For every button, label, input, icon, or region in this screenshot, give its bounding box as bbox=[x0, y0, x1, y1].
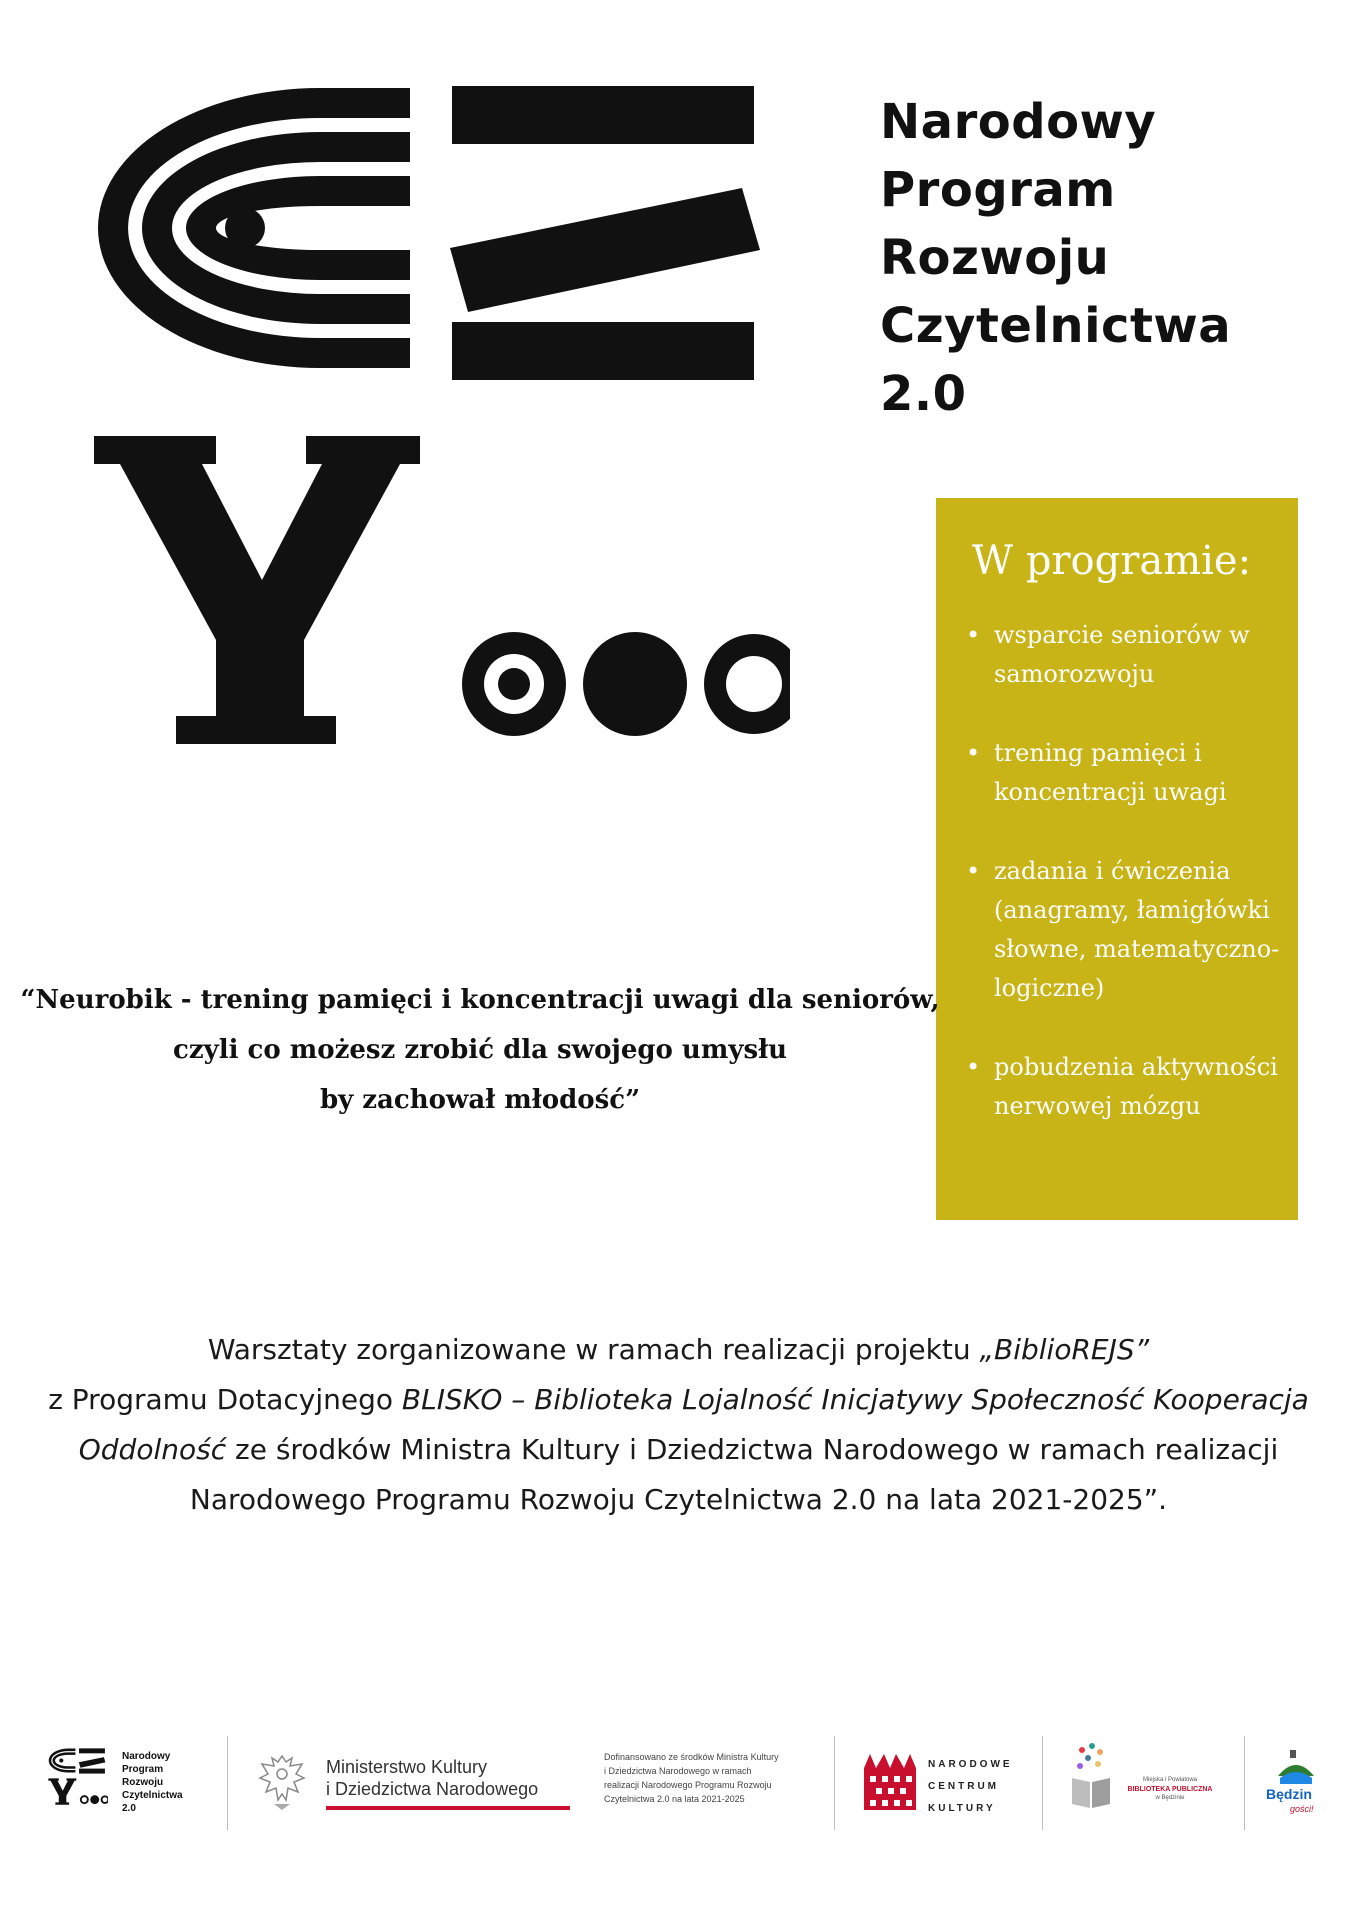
info-list-item: • pobudzenia aktywności nerwowej mózgu bbox=[962, 1048, 1280, 1126]
ministry-red-bar bbox=[326, 1806, 570, 1810]
divider bbox=[1244, 1736, 1245, 1830]
project-text: Warsztaty zorganizowane w ramach realizacji projektu bbox=[207, 1333, 980, 1366]
workshop-title-quote bbox=[0, 975, 960, 1125]
project-text: ze środków Ministra Kultury i Dziedzictwa Narodowego w ramach realizacji bbox=[226, 1433, 1279, 1466]
quote-line: czyli co możesz zrobić dla swojego umysłu bbox=[173, 1035, 787, 1065]
funding-note bbox=[604, 1750, 779, 1806]
ministry-name-line: i Dziedzictwa Narodowego bbox=[326, 1779, 539, 1799]
info-list-item: • zadania i ćwiczenia (anagramy, łamigłówki słowne, matematyczno-logiczne) bbox=[962, 852, 1280, 1008]
quote-line: “Neurobik - trening pamięci i koncentracji uwagi dla seniorów, bbox=[20, 985, 940, 1015]
funding-note-line: realizacji Narodowego Programu Rozwoju bbox=[604, 1780, 772, 1790]
footer-text-line: Rozwoju bbox=[122, 1777, 164, 1788]
nck-text-line: KULTURY bbox=[928, 1803, 996, 1814]
funding-note-line: Dofinansowano ze środków Ministra Kultury bbox=[604, 1752, 779, 1762]
footer-text-line: Program bbox=[122, 1764, 164, 1775]
library-name-line: Miejska i Powiatowa bbox=[1142, 1777, 1198, 1783]
program-title-line: Program bbox=[880, 162, 1116, 218]
library-name-line: w Będzinie bbox=[1155, 1795, 1185, 1801]
nck-logo-mark bbox=[864, 1754, 916, 1810]
info-list-item: • trening pamięci i koncentracji uwagi bbox=[962, 734, 1280, 812]
program-name: BLISKO – Biblioteka Lojalność Inicjatywy Społeczność Kooperacja bbox=[401, 1383, 1309, 1416]
info-list bbox=[962, 616, 1280, 1126]
project-description bbox=[30, 1325, 1327, 1525]
library-book-icon bbox=[1070, 1742, 1112, 1812]
bedzin-tagline: gości! bbox=[1290, 1804, 1314, 1814]
sponsor-logos-footer bbox=[0, 1728, 1357, 1838]
footer-text-line: Narodowy bbox=[122, 1751, 171, 1762]
info-list-item: • wsparcie seniorów w samorozwoju bbox=[962, 616, 1280, 694]
library-name-line: BIBLIOTEKA PUBLICZNA bbox=[1127, 1786, 1213, 1793]
nprc-logo-small bbox=[48, 1746, 108, 1808]
footer-text-line: Czytelnictwa bbox=[122, 1790, 183, 1801]
info-box-heading: W programie: bbox=[972, 538, 1252, 584]
program-name: Oddolność bbox=[78, 1433, 227, 1466]
nck-text bbox=[928, 1754, 1013, 1820]
project-name: „BiblioREJS” bbox=[979, 1333, 1150, 1366]
ministry-name bbox=[326, 1756, 538, 1800]
nprc-footer-text bbox=[122, 1750, 183, 1815]
divider bbox=[1042, 1736, 1043, 1830]
bedzin-name: Będzin bbox=[1266, 1786, 1312, 1802]
divider bbox=[834, 1736, 835, 1830]
project-text: z Programu Dotacyjnego bbox=[48, 1383, 402, 1416]
nprc-logo-large bbox=[90, 80, 790, 760]
ministry-name-line: Ministerstwo Kultury bbox=[326, 1757, 488, 1777]
library-name bbox=[1110, 1776, 1230, 1803]
nck-text-line: CENTRUM bbox=[928, 1781, 999, 1792]
program-info-box bbox=[936, 498, 1298, 1220]
polish-eagle-emblem bbox=[258, 1750, 306, 1812]
bedzin-castle-icon bbox=[1276, 1750, 1316, 1784]
footer-text-line: 2.0 bbox=[122, 1803, 136, 1814]
funding-note-line: i Dziedzictwa Narodowego w ramach bbox=[604, 1766, 752, 1776]
funding-note-line: Czytelnictwa 2.0 na lata 2021-2025 bbox=[604, 1794, 745, 1804]
program-title-line: Narodowy bbox=[880, 94, 1157, 150]
nck-text-line: NARODOWE bbox=[928, 1759, 1013, 1770]
program-title-line: Rozwoju bbox=[880, 230, 1110, 286]
program-title-line: Czytelnictwa bbox=[880, 298, 1232, 354]
program-title-line: 2.0 bbox=[880, 366, 967, 422]
quote-line: by zachował młodość” bbox=[319, 1085, 641, 1115]
project-text: Narodowego Programu Rozwoju Czytelnictwa 2.0 na lata 2021-2025”. bbox=[189, 1483, 1168, 1516]
divider bbox=[227, 1736, 228, 1830]
program-title bbox=[880, 88, 1340, 428]
